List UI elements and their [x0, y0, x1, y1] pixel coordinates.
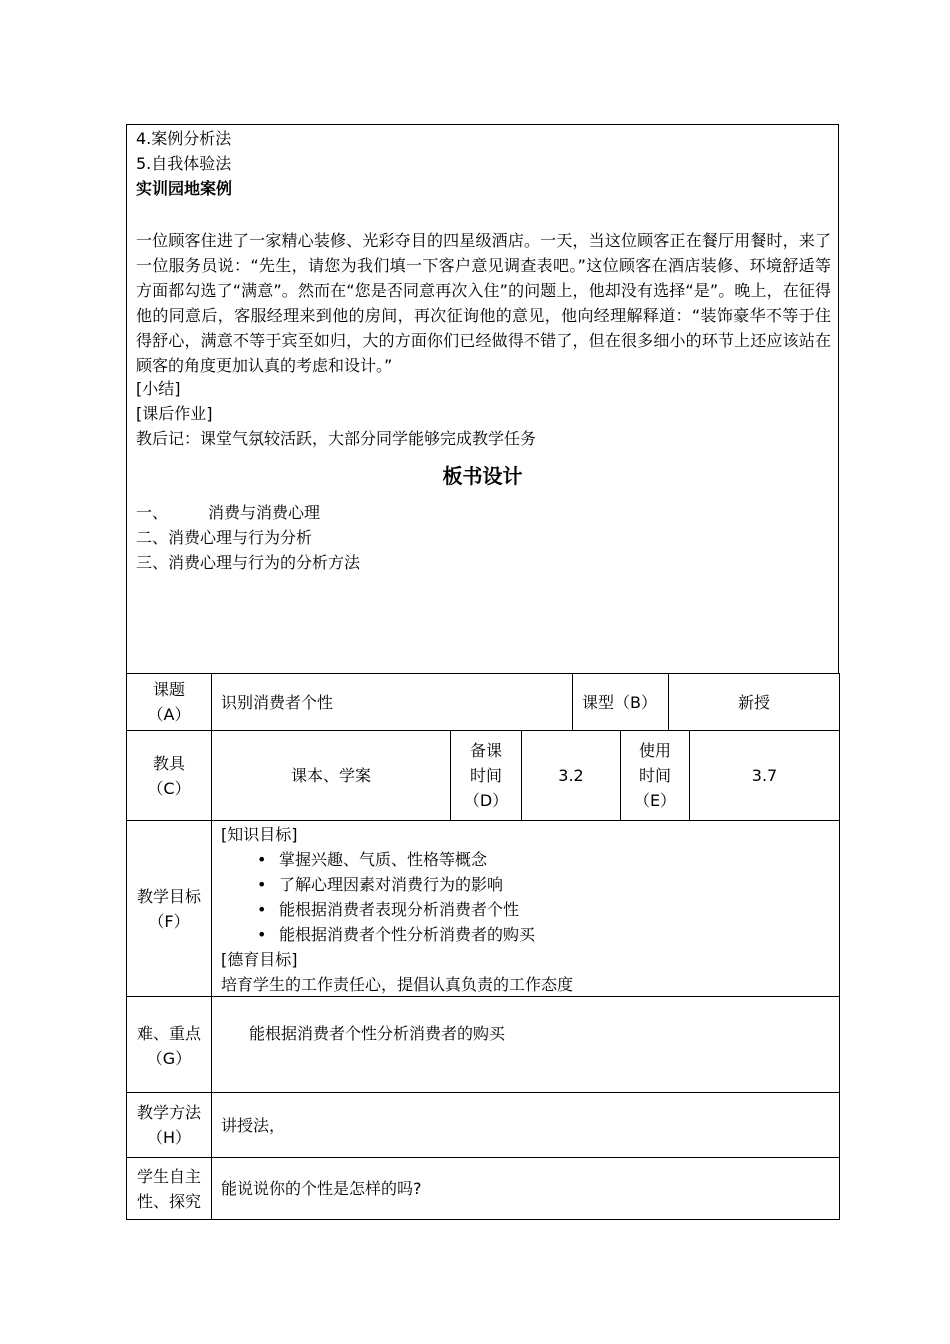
method-value: 讲授法，	[221, 1115, 286, 1135]
prep-value-cell	[521, 730, 621, 821]
knowledge-item-text: 了解心理因素对消费行为的影响	[279, 875, 504, 894]
board-item-num: 三、	[136, 553, 169, 572]
goals-label: 教学目标	[136, 886, 201, 906]
topic-label-code: （A）	[147, 705, 191, 724]
inquiry-label-cell	[126, 1157, 212, 1220]
method-item: 5.自我体验法	[136, 154, 232, 173]
prep-label: 时间	[469, 766, 502, 785]
prep-label: 备课	[469, 741, 502, 760]
use-label-code: （E）	[633, 791, 677, 810]
use-label: 使用	[638, 741, 671, 760]
type-label-cell	[572, 673, 669, 731]
tools-value-cell	[211, 730, 451, 821]
goals-value-cell	[211, 820, 840, 997]
knowledge-item	[221, 922, 839, 947]
moral-text: 培育学生的工作责任心，提倡认真负责的工作态度	[221, 975, 574, 994]
board-item	[136, 550, 360, 575]
goals-label-cell	[126, 820, 212, 997]
tools-label-code: （C）	[147, 778, 191, 798]
topic-value-cell	[211, 673, 573, 731]
topic-label-cell	[126, 673, 212, 731]
topic-label: 课题	[152, 680, 185, 699]
knowledge-item-text: 掌握兴趣、气质、性格等概念	[279, 850, 488, 869]
inquiry-label: 性、探究	[136, 1191, 201, 1211]
board-item	[136, 500, 320, 525]
case-text: 一位顾客住进了一家精心装修、光彩夺目的四星级酒店。一天，当这位顾客正在餐厅用餐时，来了一位服务员说：“先生，请您为我们填一下客户意见调查表吧。”这位顾客在酒店装修、环境舒适等方面都勾选了“满意”。然而在“您是否同意再次入住”的问题上，他却没有选择“是”。晚上，在征得他的同意后，客服经理来到他的房间，再次征询他的意见，他向经理解释道：“装饰豪华不等于住得舒心，满意不等于宾至如归，大的方面你们已经做得不错了，但在很多细小的环节上还应该站在顾客的角度更加认真的考虑和设计。”	[136, 231, 831, 375]
summary-label: [小结]	[136, 379, 181, 398]
knowledge-item-text: 能根据消费者个性分析消费者的购买	[279, 925, 536, 944]
goals-label-code: （F）	[148, 911, 190, 931]
knowledge-item	[221, 897, 839, 922]
tools-value: 课本、学案	[290, 766, 371, 785]
board-item-text: 消费心理与行为分析	[168, 528, 313, 547]
type-value: 新授	[737, 692, 770, 712]
topic-value: 识别消费者个性	[221, 692, 334, 712]
use-value: 3.7	[751, 766, 778, 785]
inquiry-value-cell	[211, 1157, 840, 1220]
bullet-icon: •	[257, 900, 267, 919]
homework-label: [课后作业]	[136, 404, 213, 423]
bullet-icon: •	[257, 925, 267, 944]
knowledge-heading: [知识目标]	[221, 825, 298, 844]
board-item-num: 二、	[136, 528, 169, 547]
knowledge-item-text: 能根据消费者表现分析消费者个性	[279, 900, 520, 919]
moral-heading: [德育目标]	[221, 950, 298, 969]
use-label: 时间	[638, 766, 671, 785]
prep-value: 3.2	[558, 766, 584, 785]
use-label-cell	[620, 730, 690, 821]
knowledge-item	[221, 847, 839, 872]
key-value-cell	[211, 996, 840, 1093]
key-label-code: （G）	[146, 1049, 192, 1068]
tools-label-cell	[126, 730, 212, 821]
method-label: 教学方法	[136, 1103, 201, 1122]
method-label-code: （H）	[146, 1128, 192, 1147]
method-label-cell	[126, 1092, 212, 1158]
key-value: 能根据消费者个性分析消费者的购买	[249, 1024, 506, 1043]
reflection-text: 教后记：课堂气氛较活跃，大部分同学能够完成教学任务	[136, 429, 537, 448]
board-item	[136, 525, 312, 550]
case-heading: 实训园地案例	[136, 179, 233, 198]
inquiry-value: 能说说你的个性是怎样的吗?	[221, 1179, 422, 1198]
type-value-cell	[668, 673, 840, 731]
prep-label-code: （D）	[463, 791, 509, 810]
key-label: 难、重点	[136, 1024, 201, 1043]
use-value-cell	[689, 730, 840, 821]
method-value-cell	[211, 1092, 840, 1158]
board-item-text: 消费与消费心理	[208, 503, 321, 522]
board-item-text: 消费心理与行为的分析方法	[168, 553, 361, 572]
knowledge-item	[221, 872, 839, 897]
inquiry-label: 学生自主	[136, 1166, 201, 1186]
board-title: 板书设计	[442, 464, 523, 488]
tools-label: 教具	[152, 753, 185, 773]
board-item-num: 一、	[136, 503, 169, 522]
key-label-cell	[126, 996, 212, 1093]
type-label: 课型（B）	[582, 692, 657, 712]
method-item: 4.案例分析法	[136, 129, 232, 148]
bullet-icon: •	[257, 850, 267, 869]
notes-section	[126, 124, 839, 673]
bullet-icon: •	[257, 875, 267, 894]
prep-label-cell	[450, 730, 522, 821]
